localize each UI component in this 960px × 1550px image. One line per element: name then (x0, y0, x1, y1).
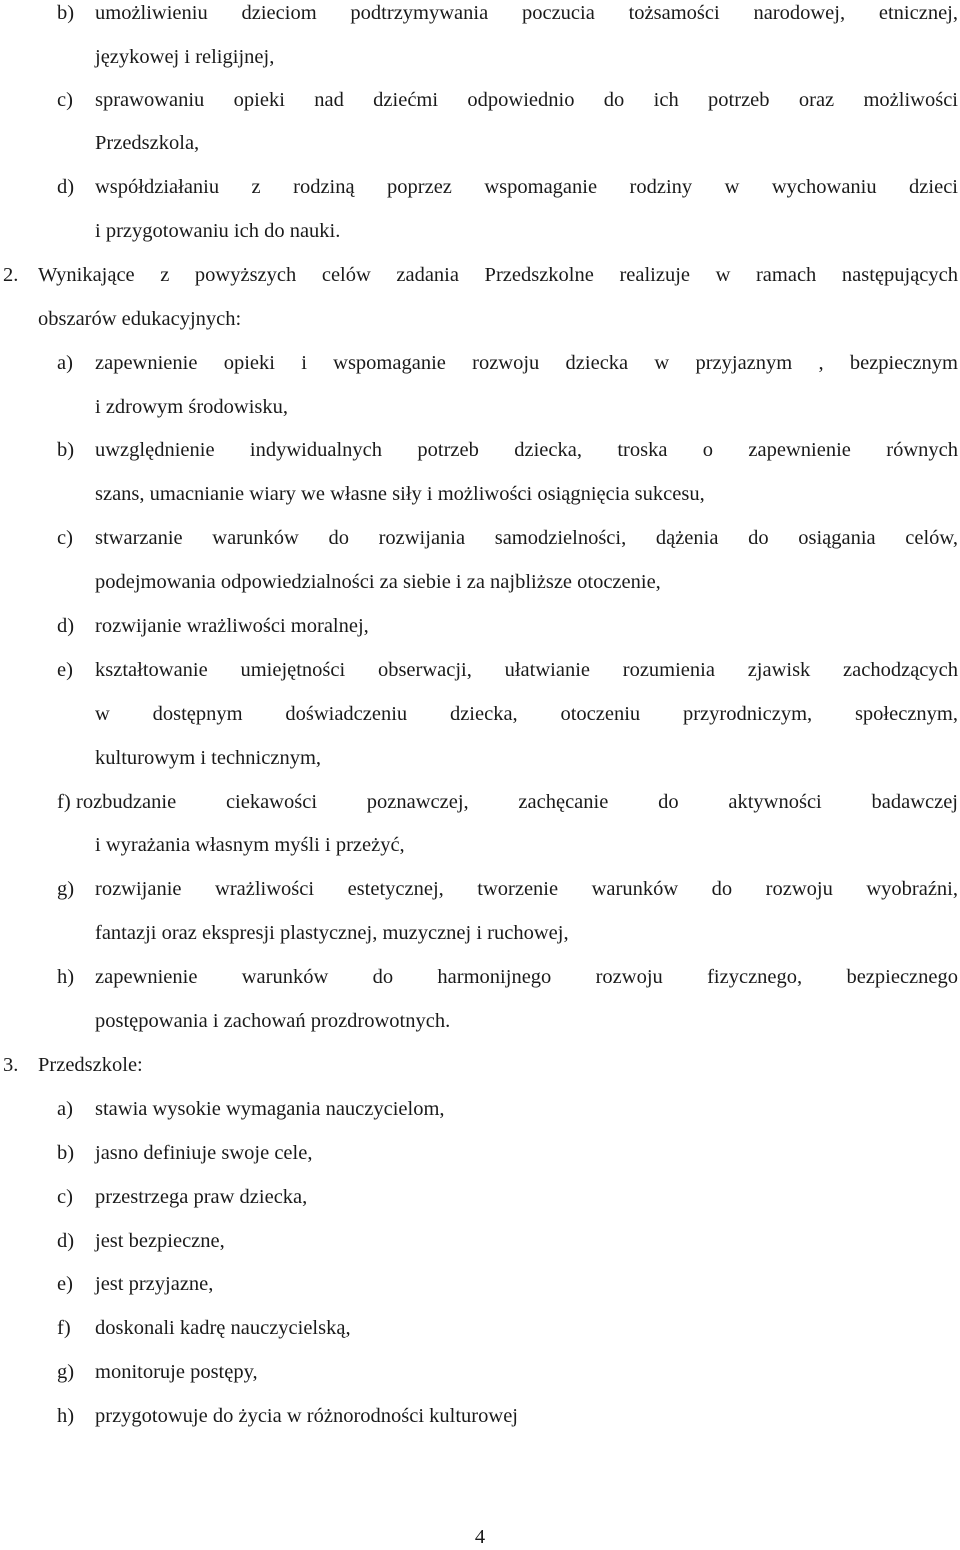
section-number: 2. (3, 264, 19, 286)
list-item-label: e) (57, 659, 73, 681)
section-heading: Przedszkole: (38, 1054, 143, 1076)
list-item-text: językowej i religijnej, (95, 46, 275, 68)
list-item-text: postępowania i zachowań prozdrowotnych. (95, 1010, 451, 1032)
list-item-text: jest bezpieczne, (95, 1230, 225, 1252)
list-item-label: g) (57, 878, 75, 900)
section-intro: Wynikające z powyższych celów zadania Przedszkolne realizuje w ramach następujących (38, 264, 958, 286)
list-item-label: h) (57, 966, 75, 988)
list-item-text: fantazji oraz ekspresji plastycznej, muzycznej i ruchowej, (95, 922, 569, 944)
list-item-text: rozwijanie wrażliwości estetycznej, tworzenie warunków do rozwoju wyobraźni, (95, 878, 958, 900)
list-item-text: jest przyjazne, (95, 1273, 214, 1295)
list-item-text: podejmowania odpowiedzialności za siebie i za najbliższe otoczenie, (95, 571, 661, 593)
list-item-text: kulturowym i technicznym, (95, 747, 322, 769)
list-item-label: d) (57, 1230, 75, 1252)
list-item-label: e) (57, 1273, 73, 1295)
page-number: 4 (474, 1526, 486, 1548)
section-number: 3. (3, 1054, 19, 1076)
list-item-label: a) (57, 352, 73, 374)
list-item-label: f) (57, 1317, 71, 1339)
list-item-text: zapewnienie warunków do harmonijnego rozwoju fizycznego, bezpiecznego (95, 966, 958, 988)
list-item-text: uwzględnienie indywidualnych potrzeb dziecka, troska o zapewnienie równych (95, 439, 958, 461)
section-intro: obszarów edukacyjnych: (38, 308, 242, 330)
list-item-label: d) (57, 615, 75, 637)
list-item-text: Przedszkola, (95, 132, 200, 154)
list-item-text: stawia wysokie wymagania nauczycielom, (95, 1098, 445, 1120)
list-item-text: rozwijanie wrażliwości moralnej, (95, 615, 369, 637)
list-item-text: kształtowanie umiejętności obserwacji, ułatwianie rozumienia zjawisk zachodzących (95, 659, 958, 681)
list-item-label: c) (57, 89, 73, 111)
list-item-text: rozbudzanie ciekawości poznawczej, zachęcanie do aktywności badawczej (76, 791, 958, 813)
list-item-text: przygotowuje do życia w różnorodności kulturowej (95, 1405, 518, 1427)
list-item-text: przestrzega praw dziecka, (95, 1186, 308, 1208)
list-item-text: i wyrażania własnym myśli i przeżyć, (95, 834, 405, 856)
list-item-label: b) (57, 439, 75, 461)
list-item-text: monitoruje postępy, (95, 1361, 258, 1383)
list-item-label: d) (57, 176, 75, 198)
list-item-text: sprawowaniu opieki nad dziećmi odpowiednio do ich potrzeb oraz możliwości (95, 89, 958, 111)
list-item-text: zapewnienie opieki i wspomaganie rozwoju dziecka w przyjaznym , bezpiecznym (95, 352, 958, 374)
list-item-label: c) (57, 1186, 73, 1208)
list-item-text: stwarzanie warunków do rozwijania samodzielności, dążenia do osiągania celów, (95, 527, 958, 549)
list-item-label: b) (57, 1142, 75, 1164)
list-item-label: h) (57, 1405, 75, 1427)
list-item-text: i zdrowym środowisku, (95, 396, 289, 418)
list-item-text: doskonali kadrę nauczycielską, (95, 1317, 351, 1339)
list-item-text: w dostępnym doświadczeniu dziecka, otoczeniu przyrodniczym, społecznym, (95, 703, 958, 725)
list-item-text: umożliwieniu dzieciom podtrzymywania poczucia tożsamości narodowej, etnicznej, (95, 2, 958, 24)
list-item-label: a) (57, 1098, 73, 1120)
list-item-text: jasno definiuje swoje cele, (95, 1142, 313, 1164)
list-item-text: współdziałaniu z rodziną poprzez wspomaganie rodziny w wychowaniu dzieci (95, 176, 958, 198)
list-item-label: b) (57, 2, 75, 24)
list-item-label: f) (57, 791, 71, 813)
list-item-label: g) (57, 1361, 75, 1383)
list-item-label: c) (57, 527, 73, 549)
list-item-text: i przygotowaniu ich do nauki. (95, 220, 341, 242)
list-item-text: szans, umacnianie wiary we własne siły i możliwości osiągnięcia sukcesu, (95, 483, 705, 505)
